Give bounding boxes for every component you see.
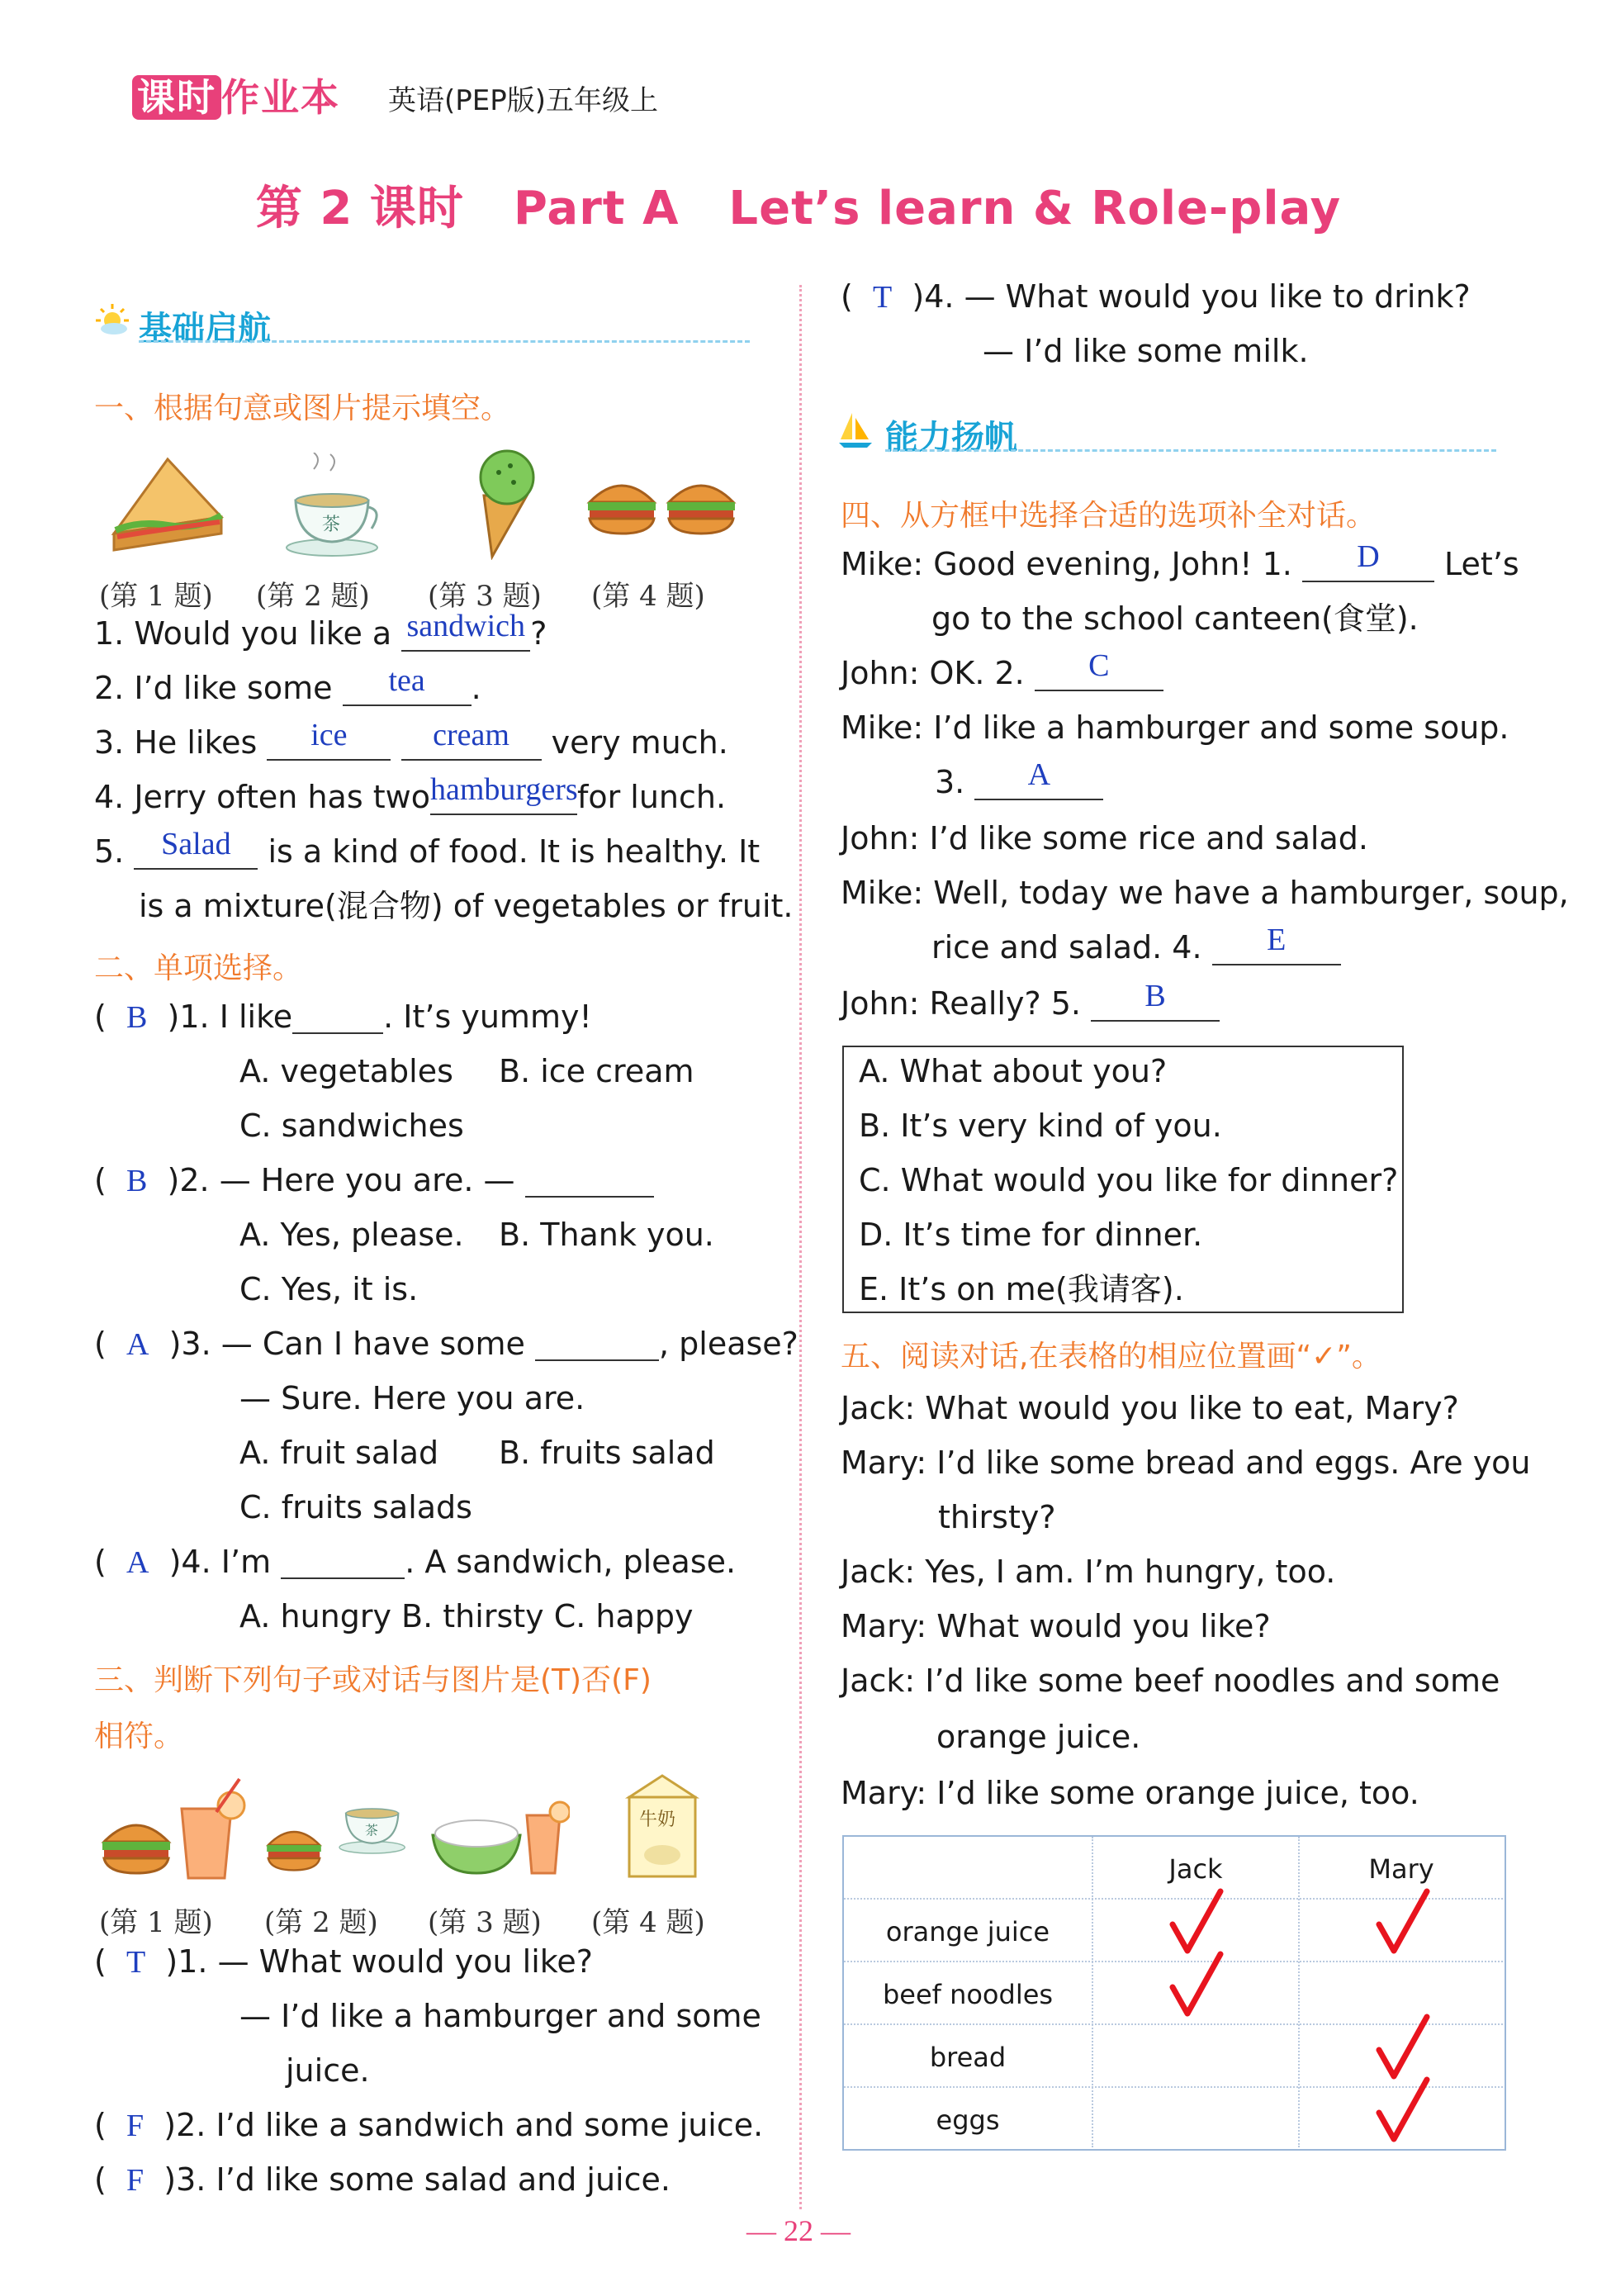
- hamburgers-picture: [585, 469, 742, 547]
- option-d: D. It’s time for dinner.: [859, 1217, 1203, 1253]
- option-e: E. It’s on me(我请客).: [859, 1271, 1184, 1307]
- part1-q2: 2. I’d like some tea .: [94, 663, 481, 706]
- part3-q3: ( F )3. I’d like some salad and juice.: [94, 2161, 671, 2198]
- part1-caption-3: (第 3 题): [428, 580, 542, 613]
- part4-heading: 四、从方框中选择合适的选项补全对话。: [841, 499, 1377, 533]
- hamburger-tea-picture: [264, 1772, 413, 1883]
- part4-line1: Mike: Good evening, John! 1. D Let’s: [841, 539, 1519, 582]
- part3-caption-1: (第 1 题): [99, 1906, 213, 1939]
- part5-line1: Jack: What would you like to eat, Mary?: [841, 1390, 1459, 1426]
- part5-line5: Mary: What would you like?: [841, 1608, 1271, 1644]
- table-header-mary: Mary: [1368, 1853, 1434, 1885]
- part2-q2-optC: C. Yes, it is.: [239, 1271, 419, 1307]
- part2-q1: ( B )1. I like . It’s yummy!: [94, 999, 592, 1035]
- option-a: A. What about you?: [859, 1053, 1168, 1089]
- part2-q3: ( A )3. — Can I have some , please?: [94, 1326, 798, 1362]
- svg-text:茶: 茶: [365, 1822, 378, 1838]
- part2-q2: ( B )2. — Here you are. —: [94, 1165, 654, 1198]
- part2-q2-optA: A. Yes, please.: [239, 1217, 464, 1253]
- part2-q4-options: A. hungry B. thirsty C. happy: [239, 1598, 694, 1634]
- section-basic-rule: [139, 340, 750, 343]
- part1-q4: 4. Jerry often has twohamburgersfor lunch.: [94, 772, 727, 815]
- sail-icon: [836, 410, 875, 453]
- svg-text:茶: 茶: [322, 515, 341, 535]
- tea-cup-picture: [281, 453, 388, 563]
- sun-icon: [92, 301, 132, 344]
- svg-text:牛奶: 牛奶: [639, 1810, 676, 1830]
- table-header-jack: Jack: [1168, 1853, 1223, 1885]
- milk-carton-picture: [621, 1772, 704, 1883]
- table-row-eggs: eggs: [936, 2104, 1000, 2136]
- part2-q3-optA: A. fruit salad: [239, 1435, 439, 1471]
- part3-caption-3: (第 3 题): [428, 1906, 542, 1939]
- part2-q3-line2: — Sure. Here you are.: [239, 1380, 585, 1416]
- part5-line2: Mary: I’d like some bread and eggs. Are you: [841, 1444, 1531, 1481]
- page-number: — 22 —: [746, 2214, 851, 2247]
- check-mark-icon: [1374, 2075, 1432, 2149]
- part4-line9: John: Really? 5. B: [841, 988, 1220, 1022]
- part2-q2-optB: B. Thank you.: [499, 1217, 714, 1253]
- part5-line6: Jack: I’d like some beef noodles and some: [841, 1663, 1500, 1699]
- part1-heading: 一、根据句意或图片提示填空。: [94, 391, 511, 425]
- hamburger-juice-picture: [99, 1776, 256, 1886]
- part3-caption-4: (第 4 题): [591, 1906, 705, 1939]
- part3-q1: ( T )1. — What would you like?: [94, 1943, 593, 1980]
- ice-cream-picture: [462, 444, 545, 563]
- part4-line4: Mike: I’d like a hamburger and some soup.: [841, 709, 1509, 746]
- table-row-bread: bread: [929, 2042, 1007, 2073]
- section-basic-title: 基础启航: [139, 310, 271, 348]
- part2-q1-optC: C. sandwiches: [239, 1108, 464, 1144]
- rice-juice-picture: [429, 1782, 570, 1885]
- part3-q1-line2: — I’d like a hamburger and some: [239, 1998, 761, 2034]
- part4-line3: John: OK. 2. C: [841, 657, 1163, 691]
- part5-line8: Mary: I’d like some orange juice, too.: [841, 1775, 1419, 1811]
- part1-caption-1: (第 1 题): [99, 580, 213, 613]
- part2-heading: 二、单项选择。: [94, 951, 303, 985]
- table-row-orange-juice: orange juice: [885, 1916, 1050, 1947]
- part2-q3-optC: C. fruits salads: [239, 1489, 472, 1525]
- check-mark-icon: [1168, 1949, 1225, 2023]
- part1-q1: 1. Would you like a sandwich ?: [94, 609, 547, 652]
- part3-q1-line3: juice.: [286, 2052, 370, 2089]
- check-mark-icon: [1374, 1886, 1432, 1961]
- part1-q5-line2: is a mixture(混合物) of vegetables or fruit.: [139, 888, 794, 924]
- option-c: C. What would you like for dinner?: [859, 1162, 1399, 1198]
- part3-q4: ( T )4. — What would you like to drink?: [841, 278, 1471, 315]
- part4-line8: rice and salad. 4. E: [931, 932, 1341, 965]
- sandwich-picture: [106, 451, 230, 562]
- part4-line5: 3. A: [935, 766, 1103, 800]
- part3-q2: ( F )2. I’d like a sandwich and some juice.: [94, 2107, 764, 2143]
- part5-heading: 五、阅读对话,在表格的相应位置画“✓”。: [841, 1340, 1381, 1373]
- part4-line7: Mike: Well, today we have a hamburger, soup,: [841, 875, 1569, 911]
- part3-caption-2: (第 2 题): [264, 1906, 378, 1939]
- part2-q4: ( A )4. I’m . A sandwich, please.: [94, 1544, 737, 1580]
- part3-heading-cont: 相符。: [94, 1720, 184, 1753]
- part5-line3: thirsty?: [938, 1499, 1056, 1535]
- brand-logo: 课时 作业本: [132, 68, 340, 122]
- part4-line2: go to the school canteen(食堂).: [931, 600, 1419, 637]
- part1-caption-2: (第 2 题): [256, 580, 370, 613]
- part2-q1-optA: A. vegetables: [239, 1053, 453, 1089]
- part5-line4: Jack: Yes, I am. I’m hungry, too.: [841, 1554, 1336, 1590]
- part2-q3-optB: B. fruits salad: [499, 1435, 715, 1471]
- option-b: B. It’s very kind of you.: [859, 1108, 1222, 1144]
- part5-line7: orange juice.: [936, 1719, 1141, 1755]
- part1-caption-4: (第 4 题): [591, 580, 705, 613]
- column-divider: [799, 285, 802, 2209]
- part2-q1-optB: B. ice cream: [499, 1053, 694, 1089]
- part1-q5: 5. Salad is a kind of food. It is healthy. It: [94, 827, 761, 870]
- page-title: 第 2 课时 Part A Let’s learn & Role-play: [255, 182, 1342, 235]
- book-subtitle: 英语(PEP版)五年级上: [388, 84, 659, 117]
- part3-q4-line2: — I’d like some milk.: [983, 333, 1309, 369]
- section-ability-rule: [885, 449, 1496, 452]
- table-row-beef-noodles: beef noodles: [882, 1979, 1054, 2010]
- part3-heading: 三、判断下列句子或对话与图片是(T)否(F): [94, 1663, 652, 1697]
- section-ability-title: 能力扬帆: [885, 419, 1017, 457]
- part1-q3: 3. He likes ice cream very much.: [94, 718, 728, 761]
- part4-line6: John: I’d like some rice and salad.: [841, 820, 1368, 856]
